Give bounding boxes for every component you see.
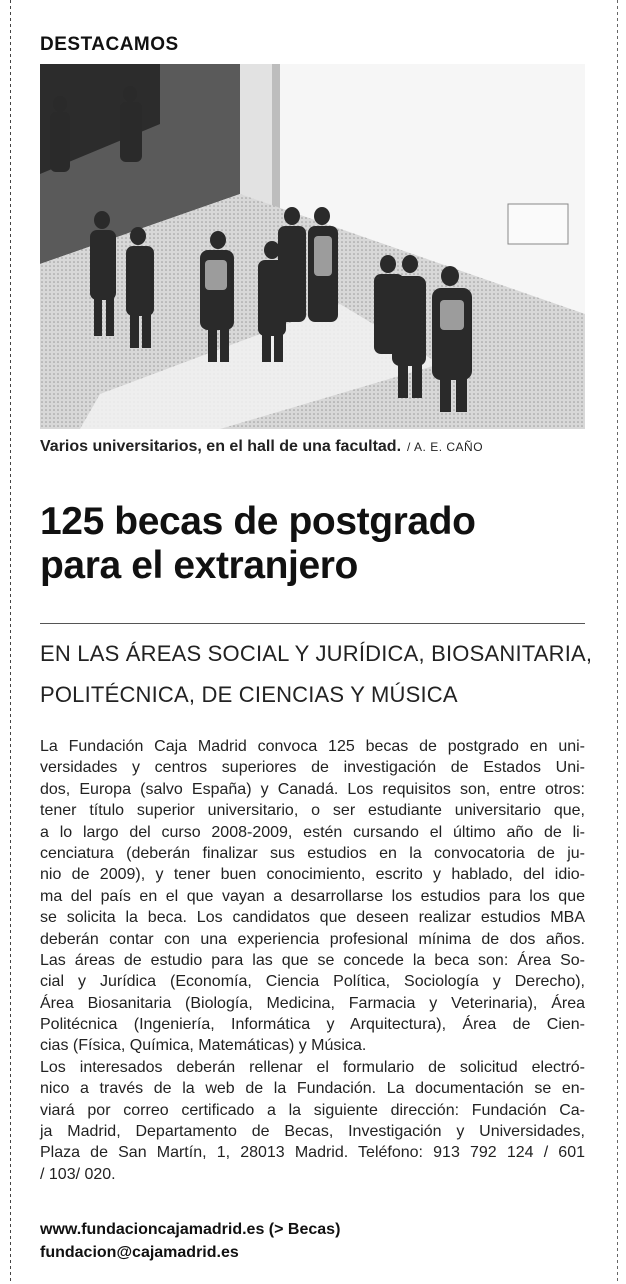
article-headline bbox=[40, 500, 600, 588]
body-line: Politécnica (Ingeniería, Informática y Arquitectura), Área de Cien- bbox=[40, 1016, 585, 1034]
body-line: nico a través de la web de la Fundación. La documentación se en- bbox=[40, 1080, 585, 1098]
body-line: Área Biosanitaria (Biología, Medicina, Farmacia y Veterinaria), Área bbox=[40, 994, 585, 1012]
left-column-rule bbox=[10, 0, 11, 1284]
contact-links bbox=[40, 1218, 600, 1264]
body-line: cial y Jurídica (Economía, Ciencia Política, Sociología y Derecho), bbox=[40, 973, 585, 991]
article-body bbox=[40, 736, 585, 1185]
body-line: versidades y centros superiores de investigación de Estados Uni- bbox=[40, 759, 585, 777]
body-line: / 103/ 020. bbox=[40, 1165, 116, 1183]
right-column-rule bbox=[617, 0, 618, 1284]
email-link: fundacion@cajamadrid.es bbox=[40, 1244, 239, 1261]
body-line: Las áreas de estudio para las que se concede la beca son: Área So- bbox=[40, 951, 585, 969]
section-label: DESTACAMOS bbox=[40, 34, 179, 55]
subhead-line: EN LAS ÁREAS SOCIAL Y JURÍDICA, BIOSANITARIA, bbox=[40, 641, 593, 666]
body-line: a lo largo del curso 2008-2009, estén cursando el último año de li- bbox=[40, 823, 585, 841]
body-line: tener título superior universitario, o ser estudiante universitario que, bbox=[40, 802, 585, 820]
subhead-line: POLITÉCNICA, DE CIENCIAS Y MÚSICA bbox=[40, 682, 458, 707]
headline-line: para el extranjero bbox=[40, 544, 358, 587]
caption-text: Varios universitarios, en el hall de una facultad. bbox=[40, 438, 402, 455]
body-line: deberán contar con una experiencia profesional mínima de dos años. bbox=[40, 930, 585, 948]
body-line: ja Madrid, Departamento de Becas, Investigación y Universidades, bbox=[40, 1123, 585, 1141]
headline-line: 125 becas de postgrado bbox=[40, 500, 476, 543]
photo-caption bbox=[40, 438, 600, 456]
body-line: Plaza de San Martín, 1, 28013 Madrid. Teléfono: 913 792 124 / 601 bbox=[40, 1144, 585, 1162]
body-line: se solicita la beca. Los candidatos que deseen realizar estudios MBA bbox=[40, 909, 585, 927]
subhead-divider bbox=[40, 623, 585, 624]
article-subhead bbox=[40, 633, 600, 715]
photo-hall-students-icon bbox=[40, 64, 585, 429]
body-line: Los interesados deberán rellenar el formulario de solicitud electró- bbox=[40, 1058, 585, 1076]
body-line: nio de 2009), y tener buen conocimiento, escrito y hablado, del idio- bbox=[40, 866, 585, 884]
body-line: ma del país en el que vayan a desarrollarse los estudios para los que bbox=[40, 887, 585, 905]
body-line: La Fundación Caja Madrid convoca 125 becas de postgrado en uni- bbox=[40, 738, 585, 755]
website-link: www.fundacioncajamadrid.es (> Becas) bbox=[40, 1221, 341, 1238]
body-line: cias (Física, Química, Matemáticas) y Música. bbox=[40, 1037, 367, 1055]
body-line: cenciatura (deberán finalizar sus estudios en la convocatoria de ju- bbox=[40, 844, 585, 862]
photo-credit: / A. E. CAÑO bbox=[407, 440, 484, 454]
article-photo bbox=[40, 64, 585, 429]
body-line: viará por correo certificado a la siguiente dirección: Fundación Ca- bbox=[40, 1101, 585, 1119]
body-line: dos, Europa (salvo España) y Canadá. Los requisitos son, entre otros: bbox=[40, 780, 585, 798]
